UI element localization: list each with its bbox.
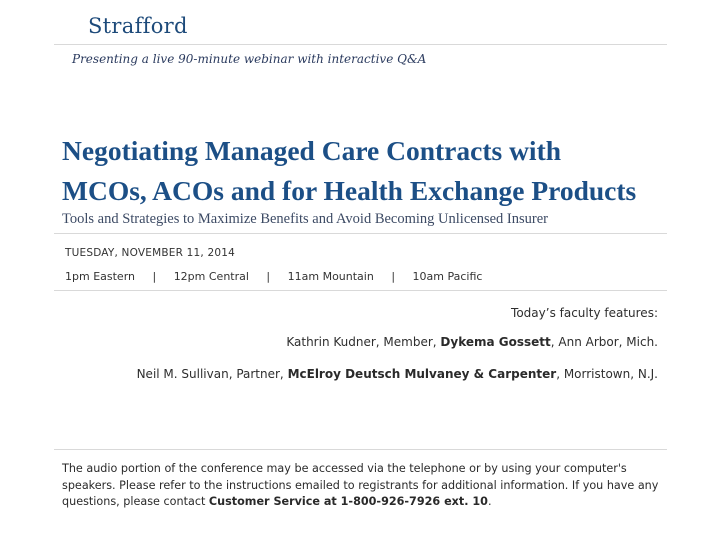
schedule-divider [54,290,667,291]
faculty-heading: Today’s faculty features: [511,306,658,320]
title-line-2: MCOs, ACOs and for Health Exchange Products [62,175,637,206]
speaker-name: Kathrin Kudner, Member, [286,335,441,349]
strafford-logo: Strafford [88,14,188,38]
speaker-firm: Dykema Gossett [440,335,551,349]
page-title [62,131,692,211]
time-separator: | [391,270,396,283]
header-divider [54,44,667,45]
time-eastern: 1pm Eastern [65,270,135,283]
speaker-name: Neil M. Sullivan, Partner, [136,367,288,381]
time-separator: | [152,270,157,283]
speaker-firm: McElroy Deutsch Mulvaney & Carpenter [287,367,557,381]
webinar-times [65,270,482,283]
webinar-date: TUESDAY, NOVEMBER 11, 2014 [65,247,235,259]
time-mountain: 11am Mountain [287,270,374,283]
footer-divider [54,449,667,450]
time-central: 12pm Central [173,270,249,283]
customer-service-contact: Customer Service at 1-800-926-7926 ext. 10 [208,495,488,508]
audio-notice [62,461,662,511]
speaker-location: , Ann Arbor, Mich. [550,335,658,349]
subtitle-divider [54,233,667,234]
notice-text: The audio portion of the conference may be accessed via the telephone or by using your computer's speakers. Please refer to the instructions emailed to registrants for additional information. If you have any questions, please contact [62,462,659,508]
title-line-1: Negotiating Managed Care Contracts with [62,135,562,166]
speaker-location: , Morristown, N.J. [556,367,658,381]
page-subtitle: Tools and Strategies to Maximize Benefits and Avoid Becoming Unlicensed Insurer [62,211,548,227]
time-separator: | [266,270,271,283]
faculty-speaker-1 [286,335,658,349]
faculty-speaker-2 [137,367,658,381]
time-pacific: 10am Pacific [412,270,483,283]
notice-end: . [487,495,492,508]
tagline: Presenting a live 90-minute webinar with interactive Q&A [72,52,427,66]
